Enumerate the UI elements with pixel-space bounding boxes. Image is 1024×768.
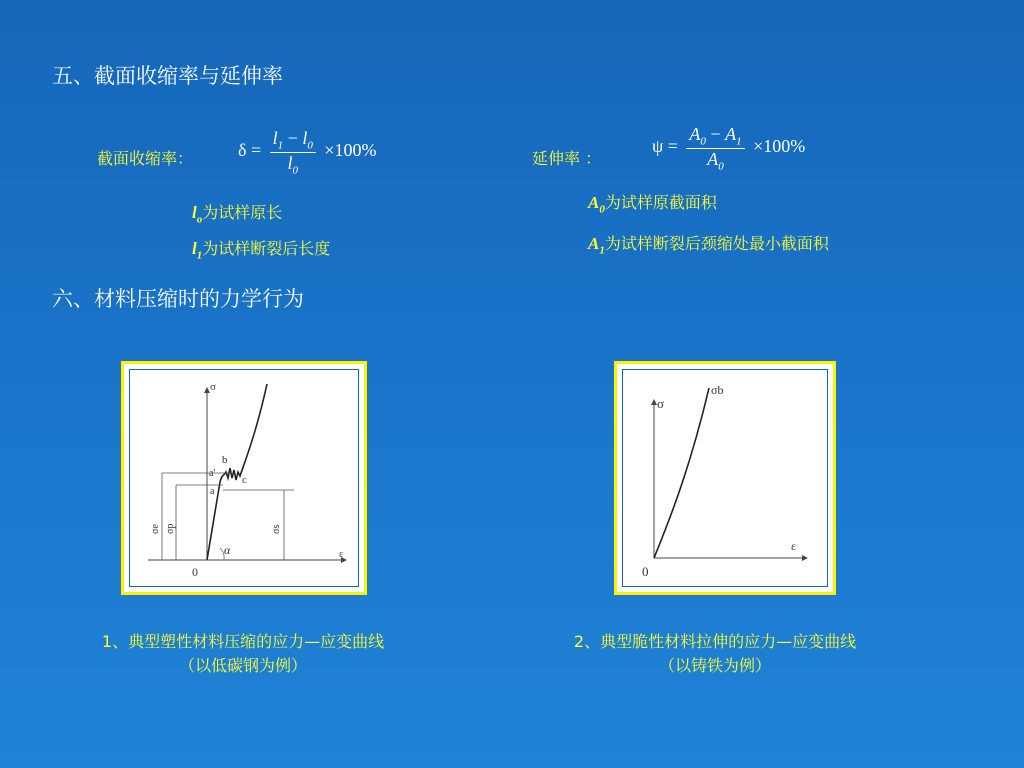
brittle-curve — [654, 388, 709, 558]
reduction-formula — [238, 128, 376, 176]
reduction-factor: ×100% — [324, 140, 377, 161]
epsilon-label: ε — [791, 539, 797, 553]
figure2-caption-line1: 2、典型脆性材料拉伸的应力—应变曲线 — [573, 632, 857, 651]
alpha-label: α — [224, 543, 231, 557]
sigma-e-label: σe — [150, 524, 161, 534]
section6-title: 六、材料压缩时的力学行为 — [52, 287, 304, 311]
reduction-fraction: $\frac{l_1 - l_0}{l_0}$ — [270, 128, 316, 176]
sigma-label: σ — [210, 381, 216, 393]
epsilon-label: ε — [339, 549, 344, 560]
figure2-caption-line2: （以铸铁为例） — [658, 656, 771, 675]
section5-title: 五、截面收缩率与延伸率 — [52, 64, 283, 88]
sigma-s-label: σs — [271, 524, 282, 534]
elongation-factor: ×100% — [753, 136, 806, 157]
figure-brittle-panel — [614, 361, 836, 595]
point-c-label: c — [242, 474, 247, 486]
elongation-note-a1: $A_1$为试样断裂后颈缩处最小截面积 — [588, 234, 829, 257]
figure1-caption-line2: （以低碳钢为例） — [178, 656, 307, 675]
reduction-note-l0: $l_o$为试样原长 — [192, 203, 283, 226]
elongation-lhs: ψ = — [652, 136, 678, 157]
elongation-fraction: $\frac{A_0 - A_1}{A_0}$ — [686, 124, 744, 172]
sigma-p-label: σp — [165, 523, 176, 534]
point-a-prime-label: a' — [209, 468, 216, 479]
origin-label: 0 — [192, 565, 198, 579]
figure1-caption — [48, 630, 438, 678]
brittle-stress-strain-chart — [617, 364, 833, 592]
reduction-label: 截面收缩率： — [97, 149, 194, 168]
ductile-stress-strain-chart — [124, 364, 364, 592]
sigma-b-label: σb — [711, 383, 724, 397]
figure1-caption-line1: 1、典型塑性材料压缩的应力—应变曲线 — [101, 632, 385, 651]
ductile-curve — [207, 384, 267, 560]
point-a-label: a — [210, 486, 215, 497]
reduction-note-l1: $l_1$为试样断裂后长度 — [192, 239, 331, 262]
elongation-note-a0: $A_0$为试样原截面积 — [588, 193, 717, 216]
figure2-caption — [520, 630, 910, 678]
figure-ductile-panel — [121, 361, 367, 595]
elongation-label: 延伸率 ： — [532, 149, 602, 168]
sigma-label: σ — [657, 396, 665, 411]
origin-label: 0 — [642, 564, 649, 579]
reduction-lhs: δ = — [238, 140, 262, 161]
point-b-label: b — [222, 454, 228, 466]
elongation-formula — [652, 124, 805, 172]
